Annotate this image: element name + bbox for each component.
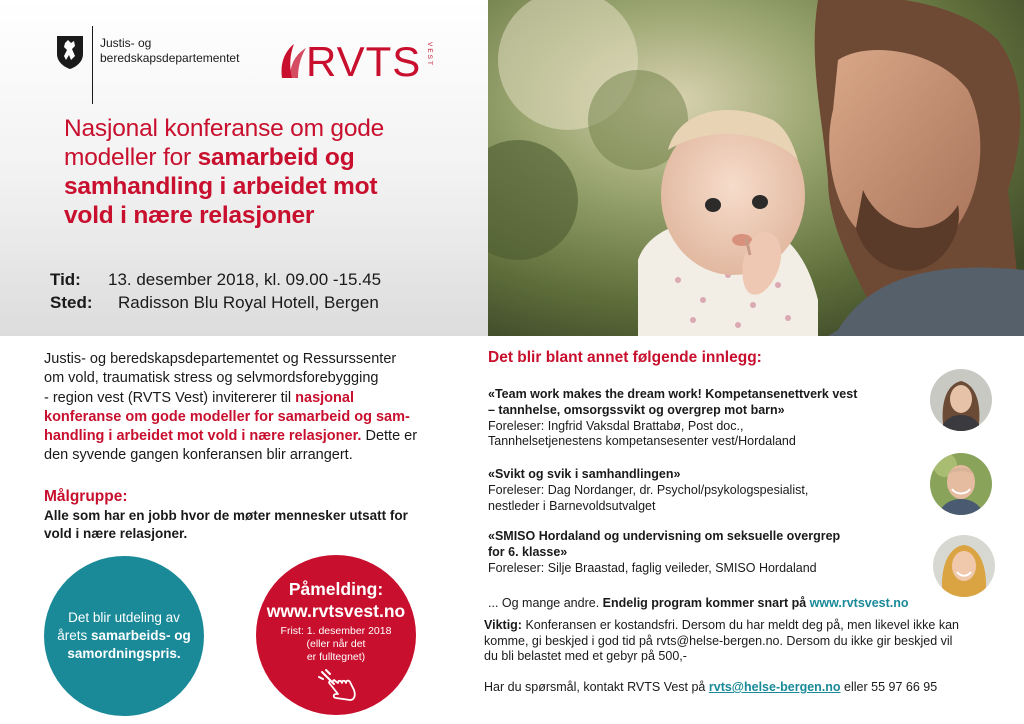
talk-title-line1: «SMISO Hordaland og undervisning om seksuelle overgrep [488,529,841,543]
time-value: 13. desember 2018, kl. 09.00 -15.45 [108,270,382,289]
speaker-photo-nordanger [930,453,992,515]
talk-title-line2: – tannhelse, omsorgssvikt og overgrep mot barn» [488,402,785,417]
talk-title-line1: «Svikt og svik i samhandlingen» [488,467,681,481]
father-and-baby-photo [488,0,1024,336]
more-info-line [488,596,909,610]
registration-note-line2: er fulltegnet) [306,651,366,663]
more-bold-text: Endelig program kommer snart på [602,596,810,610]
title-line4-bold: vold i nære relasjoner [64,202,315,229]
talk-title-line1: «Team work makes the dream work! Kompetansenettverk vest [488,387,858,401]
header-panel [0,0,488,336]
talk-speaker-line2: nestleder i Barnevoldsutvalget [488,498,656,513]
rvts-vest-logo [276,34,451,84]
award-line3-bold: samordningspris. [67,646,181,661]
talk-item [488,467,928,514]
page-title [64,114,444,230]
place-label: Sted: [50,293,93,312]
intro-line5 [44,427,470,446]
coat-of-arms-icon [55,34,85,70]
hero-photo [488,0,1024,336]
important-note [484,618,1004,665]
event-time-row [50,268,381,291]
intro-line2: om vold, traumatisk stress og selvmordsforebygging [44,370,379,387]
target-group-line2: vold i nære relasjoner. [44,526,188,541]
title-line2-normal: modeller for [64,144,198,171]
logo-divider [92,26,93,104]
pointing-hand-icon [316,668,358,704]
talk-item [488,529,928,576]
registration-circle[interactable] [256,555,416,715]
intro-paragraph [44,350,470,466]
intro-line5-normal: Dette er [361,428,418,445]
registration-link[interactable]: www.rvtsvest.no [266,601,406,621]
intro-line3-normal: - region vest (RVTS Vest) invitererer til [44,389,296,406]
target-group-text [44,507,424,543]
note-label: Viktig: [484,618,522,632]
title-line2-bold: samarbeid og [197,144,355,171]
award-line3 [67,645,180,663]
ministry-name-line2: beredskapsdepartementet [100,51,240,65]
award-line2-normal: årets [57,628,91,643]
intro-line5-bold: handling i arbeidet mot vold i nære relasjoner. [44,428,362,445]
intro-line4 [44,408,470,427]
title-line3 [64,172,444,201]
award-line1: Det blir utdeling av [68,610,180,625]
note-line1 [484,618,1004,634]
event-place-row [50,291,381,314]
contact-line [484,680,937,694]
place-value: Radisson Blu Royal Hotell, Bergen [118,293,379,312]
target-group-line1: Alle som har en jobb hvor de møter mennesker utsatt for [44,508,408,523]
title-line3-bold: samhandling i arbeidet mot [64,173,378,200]
more-prefix: ... Og mange andre. [488,596,603,610]
talk-item [488,387,928,450]
title-line2 [64,143,444,172]
intro-line4-bold: konferanse om gode modeller for samarbeid og sam- [44,408,410,425]
title-line1: Nasjonal konferanse om gode [64,115,385,142]
award-line2 [57,627,191,645]
note-line3: du bli belastet med et gebyr på 500,- [484,649,687,664]
registration-note [256,638,416,664]
registration-deadline: Frist: 1. desember 2018 [280,625,392,637]
talk-title-line2: for 6. klasse» [488,544,568,559]
award-circle [44,556,204,716]
note-line1-text: Konferansen er kostandsfri. Dersom du har meldt deg på, men likevel ikke kan [521,618,960,632]
logo-subtext: VEST [426,42,433,67]
ministry-name-line1: Justis- og [100,36,152,50]
contact-suffix: eller 55 97 66 95 [840,680,938,694]
title-line4 [64,201,444,230]
talk-speaker-line1: Foreleser: Silje Braastad, faglig veileder, SMISO Hordaland [488,560,817,575]
talk-speaker-line1: Foreleser: Ingfrid Vaksdal Brattabø, Post doc., [488,418,744,433]
ministry-name [100,36,239,66]
program-link[interactable]: www.rvtsvest.no [809,596,909,610]
contact-email-link[interactable]: rvts@helse-bergen.no [708,680,841,694]
talk-speaker-line1: Foreleser: Dag Nordanger, dr. Psychol/psykologspesialist, [488,482,809,497]
talk-speaker-line2: Tannhelsetjenestens kompetansesenter vest/Hordaland [488,434,796,449]
speaker-photo-braastad [933,535,995,597]
contact-prefix: Har du spørsmål, kontakt RVTS Vest på [484,680,709,694]
target-group-heading: Målgruppe: [44,488,128,505]
intro-line1: Justis- og beredskapsdepartementet og Ressurssenter [44,351,397,367]
intro-line3-bold: nasjonal [295,389,354,406]
award-line2-bold: samarbeids- og [90,628,191,643]
note-line2: komme, gi beskjed i god tid på rvts@helse-bergen.no. Dersom du ikke gir beskjed vil [484,633,953,648]
registration-note-line1: (eller når det [306,638,366,650]
event-info [50,268,381,314]
speaker-photo-brattabo [930,369,992,431]
time-label: Tid: [50,270,81,289]
logo-text: RVTS [306,38,422,84]
intro-line6: den syvende gangen konferansen blir arrangert. [44,447,353,464]
intro-line3 [44,389,470,408]
registration-title: Påmelding: [288,579,384,599]
program-heading: Det blir blant annet følgende innlegg: [488,349,762,366]
